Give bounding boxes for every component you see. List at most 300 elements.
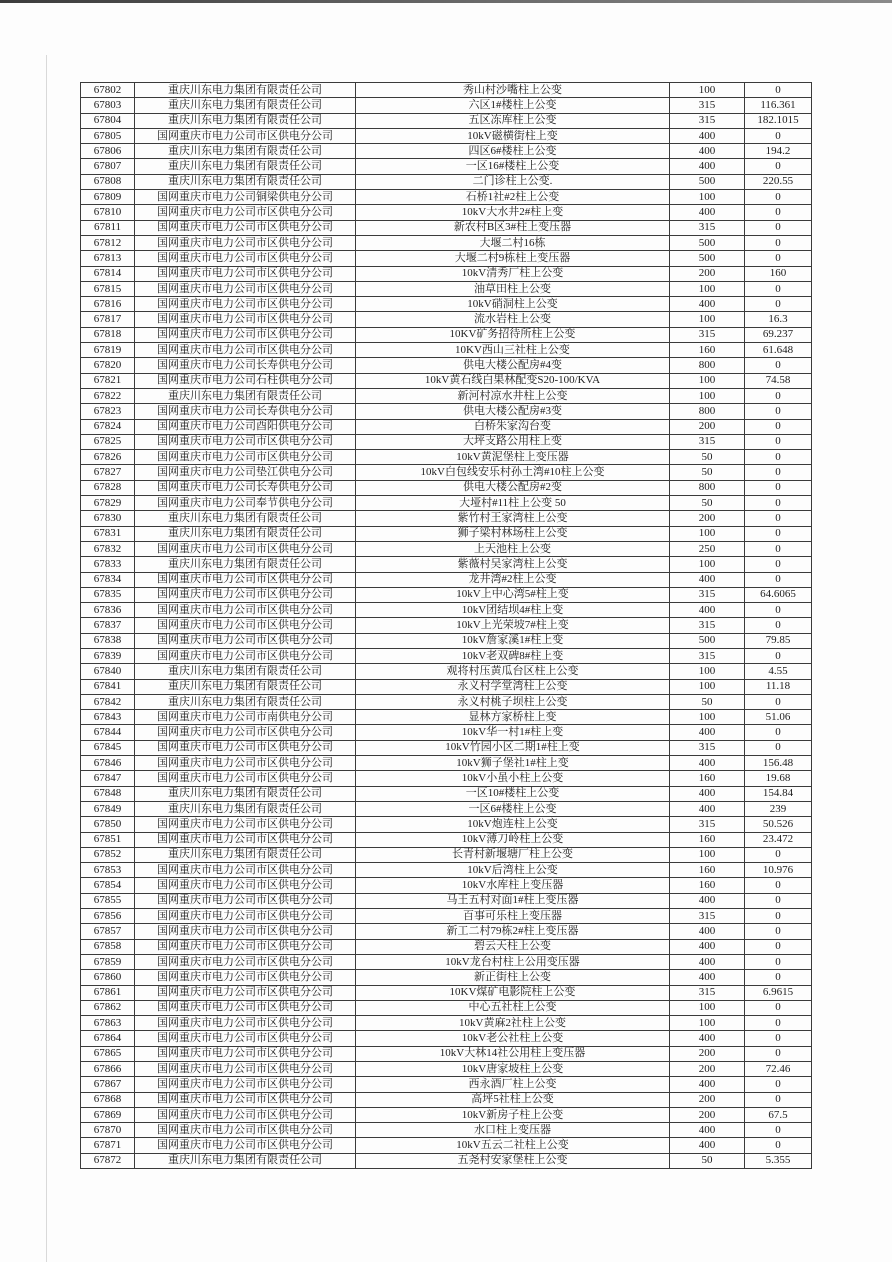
cell-company: 国网重庆市电力公司市区供电分公司 (135, 1016, 356, 1031)
cell-company: 重庆川东电力集团有限责任公司 (135, 786, 356, 801)
scan-edge-top (0, 0, 892, 3)
cell-record-id: 67867 (81, 1077, 135, 1092)
cell-record-id: 67827 (81, 465, 135, 480)
table-row (81, 266, 812, 281)
cell-device-name: 紫薇村吴家湾柱上公变 (356, 557, 670, 572)
cell-company: 国网重庆市电力公司市区供电分公司 (135, 1138, 356, 1153)
cell-record-id: 67841 (81, 679, 135, 694)
cell-device-name: 10kV新房子柱上公变 (356, 1107, 670, 1122)
table-row (81, 98, 812, 113)
cell-energy-value: 0 (745, 83, 812, 98)
cell-record-id: 67858 (81, 939, 135, 954)
cell-company: 国网重庆市电力公司市区供电分公司 (135, 1077, 356, 1092)
table-row (81, 205, 812, 220)
cell-company: 国网重庆市电力公司市区供电分公司 (135, 909, 356, 924)
cell-energy-value: 220.55 (745, 174, 812, 189)
table-row (81, 603, 812, 618)
cell-device-name: 10kV詹家溪1#柱上变 (356, 633, 670, 648)
cell-device-name: 大堰二村9栋柱上变压器 (356, 251, 670, 266)
cell-energy-value: 194.2 (745, 144, 812, 159)
cell-company: 重庆川东电力集团有限责任公司 (135, 526, 356, 541)
cell-energy-value: 79.85 (745, 633, 812, 648)
cell-company: 国网重庆市电力公司市区供电分公司 (135, 1107, 356, 1122)
cell-energy-value: 156.48 (745, 756, 812, 771)
cell-energy-value: 0 (745, 893, 812, 908)
cell-capacity: 500 (670, 235, 745, 250)
cell-device-name: 10kV黄麻2社柱上公变 (356, 1016, 670, 1031)
cell-capacity: 100 (670, 526, 745, 541)
cell-capacity: 50 (670, 1153, 745, 1168)
cell-capacity: 400 (670, 297, 745, 312)
cell-energy-value: 0 (745, 603, 812, 618)
cell-record-id: 67843 (81, 710, 135, 725)
cell-record-id: 67856 (81, 909, 135, 924)
cell-record-id: 67863 (81, 1016, 135, 1031)
cell-record-id: 67866 (81, 1062, 135, 1077)
cell-energy-value: 0 (745, 251, 812, 266)
cell-company: 重庆川东电力集团有限责任公司 (135, 83, 356, 98)
table-row (81, 327, 812, 342)
cell-company: 重庆川东电力集团有限责任公司 (135, 847, 356, 862)
cell-company: 重庆川东电力集团有限责任公司 (135, 388, 356, 403)
cell-device-name: 石桥1社#2柱上公变 (356, 190, 670, 205)
cell-capacity: 400 (670, 159, 745, 174)
cell-record-id: 67865 (81, 1046, 135, 1061)
cell-capacity: 315 (670, 648, 745, 663)
table-row (81, 83, 812, 98)
cell-record-id: 67846 (81, 756, 135, 771)
cell-device-name: 一区10#楼柱上公变 (356, 786, 670, 801)
scan-artifact-line (46, 55, 47, 1262)
cell-energy-value: 0 (745, 496, 812, 511)
cell-energy-value: 0 (745, 970, 812, 985)
table-row (81, 1092, 812, 1107)
table-row (81, 312, 812, 327)
cell-device-name: 流水岩柱上公变 (356, 312, 670, 327)
cell-energy-value: 0 (745, 924, 812, 939)
cell-company: 国网重庆市电力公司市区供电分公司 (135, 587, 356, 602)
table-row (81, 924, 812, 939)
table-row (81, 373, 812, 388)
cell-energy-value: 0 (745, 480, 812, 495)
table-row (81, 970, 812, 985)
cell-record-id: 67836 (81, 603, 135, 618)
cell-company: 国网重庆市电力公司市区供电分公司 (135, 1000, 356, 1015)
cell-company: 国网重庆市电力公司市区供电分公司 (135, 954, 356, 969)
cell-record-id: 67809 (81, 190, 135, 205)
cell-company: 国网重庆市电力公司市区供电分公司 (135, 878, 356, 893)
cell-capacity: 200 (670, 419, 745, 434)
cell-record-id: 67872 (81, 1153, 135, 1168)
table-row (81, 572, 812, 587)
cell-record-id: 67823 (81, 404, 135, 419)
cell-device-name: 10kV竹园小区二期1#柱上变 (356, 740, 670, 755)
table-row (81, 419, 812, 434)
cell-energy-value: 0 (745, 511, 812, 526)
cell-company: 重庆川东电力集团有限责任公司 (135, 664, 356, 679)
cell-record-id: 67847 (81, 771, 135, 786)
cell-energy-value: 0 (745, 618, 812, 633)
cell-company: 重庆川东电力集团有限责任公司 (135, 174, 356, 189)
cell-company: 国网重庆市电力公司市区供电分公司 (135, 740, 356, 755)
cell-capacity: 100 (670, 847, 745, 862)
cell-energy-value: 0 (745, 847, 812, 862)
cell-energy-value: 0 (745, 159, 812, 174)
table-row (81, 220, 812, 235)
cell-company: 国网重庆市电力公司市区供电分公司 (135, 817, 356, 832)
cell-energy-value: 0 (745, 1031, 812, 1046)
cell-capacity: 400 (670, 801, 745, 816)
cell-energy-value: 67.5 (745, 1107, 812, 1122)
cell-capacity: 100 (670, 190, 745, 205)
cell-energy-value: 72.46 (745, 1062, 812, 1077)
table-row (81, 190, 812, 205)
cell-company: 国网重庆市电力公司垫江供电分公司 (135, 465, 356, 480)
cell-energy-value: 0 (745, 388, 812, 403)
cell-device-name: 四区6#楼柱上公变 (356, 144, 670, 159)
cell-capacity: 200 (670, 1092, 745, 1107)
cell-company: 国网重庆市电力公司市区供电分公司 (135, 1092, 356, 1107)
cell-energy-value: 0 (745, 220, 812, 235)
table-row (81, 343, 812, 358)
table-row (81, 557, 812, 572)
cell-record-id: 67842 (81, 694, 135, 709)
cell-capacity: 160 (670, 771, 745, 786)
cell-energy-value: 4.55 (745, 664, 812, 679)
cell-record-id: 67869 (81, 1107, 135, 1122)
cell-device-name: 中心五社柱上公变 (356, 1000, 670, 1015)
cell-record-id: 67813 (81, 251, 135, 266)
cell-energy-value: 0 (745, 740, 812, 755)
table-row (81, 786, 812, 801)
cell-company: 国网重庆市电力公司市区供电分公司 (135, 756, 356, 771)
table-row (81, 618, 812, 633)
cell-device-name: 五区冻库柱上公变 (356, 113, 670, 128)
table-row (81, 939, 812, 954)
table-row (81, 1031, 812, 1046)
cell-energy-value: 116.361 (745, 98, 812, 113)
cell-capacity: 50 (670, 496, 745, 511)
table-row (81, 388, 812, 403)
table-row (81, 1062, 812, 1077)
cell-device-name: 一区16#楼柱上公变 (356, 159, 670, 174)
cell-capacity: 200 (670, 1062, 745, 1077)
cell-company: 国网重庆市电力公司市区供电分公司 (135, 633, 356, 648)
table-row (81, 1016, 812, 1031)
cell-record-id: 67862 (81, 1000, 135, 1015)
cell-company: 国网重庆市电力公司市区供电分公司 (135, 985, 356, 1000)
cell-company: 国网重庆市电力公司市区供电分公司 (135, 1046, 356, 1061)
cell-energy-value: 0 (745, 465, 812, 480)
cell-device-name: 大堰二村16栋 (356, 235, 670, 250)
cell-record-id: 67807 (81, 159, 135, 174)
table-row (81, 480, 812, 495)
cell-device-name: 10kV老公社柱上公变 (356, 1031, 670, 1046)
cell-record-id: 67871 (81, 1138, 135, 1153)
cell-record-id: 67810 (81, 205, 135, 220)
cell-company: 国网重庆市电力公司市区供电分公司 (135, 343, 356, 358)
transformer-records-table (80, 82, 812, 1169)
cell-record-id: 67835 (81, 587, 135, 602)
cell-company: 国网重庆市电力公司市区供电分公司 (135, 327, 356, 342)
cell-record-id: 67814 (81, 266, 135, 281)
table-row (81, 909, 812, 924)
cell-company: 重庆川东电力集团有限责任公司 (135, 694, 356, 709)
cell-device-name: 碧云天柱上公变 (356, 939, 670, 954)
cell-device-name: 紫竹村王家湾柱上公变 (356, 511, 670, 526)
cell-record-id: 67821 (81, 373, 135, 388)
cell-record-id: 67849 (81, 801, 135, 816)
cell-record-id: 67838 (81, 633, 135, 648)
cell-energy-value: 50.526 (745, 817, 812, 832)
cell-record-id: 67850 (81, 817, 135, 832)
cell-energy-value: 19.68 (745, 771, 812, 786)
cell-energy-value: 74.58 (745, 373, 812, 388)
cell-device-name: 10kV小虽小柱上公变 (356, 771, 670, 786)
cell-record-id: 67829 (81, 496, 135, 511)
cell-record-id: 67811 (81, 220, 135, 235)
cell-capacity: 315 (670, 909, 745, 924)
cell-company: 国网重庆市电力公司市区供电分公司 (135, 1123, 356, 1138)
cell-company: 国网重庆市电力公司市区供电分公司 (135, 205, 356, 220)
cell-energy-value: 6.9615 (745, 985, 812, 1000)
cell-company: 国网重庆市电力公司市区供电分公司 (135, 618, 356, 633)
cell-capacity: 800 (670, 480, 745, 495)
cell-energy-value: 182.1015 (745, 113, 812, 128)
cell-device-name: 供电大楼公配房#4变 (356, 358, 670, 373)
cell-company: 国网重庆市电力公司市区供电分公司 (135, 235, 356, 250)
cell-energy-value: 0 (745, 909, 812, 924)
cell-capacity: 100 (670, 281, 745, 296)
cell-record-id: 67826 (81, 450, 135, 465)
cell-company: 重庆川东电力集团有限责任公司 (135, 557, 356, 572)
cell-capacity: 315 (670, 98, 745, 113)
cell-company: 国网重庆市电力公司市南供电分公司 (135, 710, 356, 725)
cell-energy-value: 0 (745, 878, 812, 893)
cell-capacity: 400 (670, 572, 745, 587)
table-row (81, 174, 812, 189)
cell-device-name: 10kV上光荣坡7#柱上变 (356, 618, 670, 633)
cell-energy-value: 0 (745, 954, 812, 969)
cell-device-name: 永义村学堂湾柱上公变 (356, 679, 670, 694)
cell-company: 重庆川东电力集团有限责任公司 (135, 144, 356, 159)
cell-capacity: 200 (670, 511, 745, 526)
cell-device-name: 显林方家桥柱上变 (356, 710, 670, 725)
cell-capacity: 400 (670, 603, 745, 618)
cell-record-id: 67870 (81, 1123, 135, 1138)
cell-device-name: 10kV黄石线白果林配变S20-100/KVA (356, 373, 670, 388)
cell-company: 国网重庆市电力公司市区供电分公司 (135, 771, 356, 786)
cell-record-id: 67818 (81, 327, 135, 342)
cell-company: 国网重庆市电力公司市区供电分公司 (135, 939, 356, 954)
cell-device-name: 大垭村#11柱上公变 50 (356, 496, 670, 511)
table-row (81, 113, 812, 128)
cell-company: 国网重庆市电力公司市区供电分公司 (135, 128, 356, 143)
cell-energy-value: 23.472 (745, 832, 812, 847)
cell-capacity: 400 (670, 1077, 745, 1092)
cell-record-id: 67830 (81, 511, 135, 526)
cell-device-name: 长青村新堰塘厂柱上公变 (356, 847, 670, 862)
cell-energy-value: 0 (745, 1000, 812, 1015)
cell-record-id: 67854 (81, 878, 135, 893)
cell-capacity: 500 (670, 251, 745, 266)
table-row (81, 710, 812, 725)
cell-record-id: 67864 (81, 1031, 135, 1046)
cell-capacity: 50 (670, 450, 745, 465)
cell-company: 国网重庆市电力公司市区供电分公司 (135, 832, 356, 847)
cell-energy-value: 239 (745, 801, 812, 816)
cell-company: 国网重庆市电力公司市区供电分公司 (135, 924, 356, 939)
cell-record-id: 67816 (81, 297, 135, 312)
cell-record-id: 67844 (81, 725, 135, 740)
cell-energy-value: 61.648 (745, 343, 812, 358)
table-row (81, 893, 812, 908)
cell-capacity: 315 (670, 817, 745, 832)
cell-device-name: 10kV清秀厂柱上公变 (356, 266, 670, 281)
cell-capacity: 400 (670, 144, 745, 159)
cell-record-id: 67837 (81, 618, 135, 633)
cell-device-name: 白桥朱家沟台变 (356, 419, 670, 434)
cell-energy-value: 0 (745, 190, 812, 205)
cell-capacity: 400 (670, 1138, 745, 1153)
cell-capacity: 100 (670, 679, 745, 694)
cell-company: 国网重庆市电力公司市区供电分公司 (135, 1031, 356, 1046)
cell-capacity: 100 (670, 373, 745, 388)
cell-capacity: 800 (670, 358, 745, 373)
cell-capacity: 500 (670, 174, 745, 189)
cell-energy-value: 0 (745, 541, 812, 556)
cell-capacity: 100 (670, 1016, 745, 1031)
cell-device-name: 狮子梁村林场柱上公变 (356, 526, 670, 541)
cell-capacity: 315 (670, 327, 745, 342)
table-row (81, 847, 812, 862)
cell-capacity: 200 (670, 1107, 745, 1122)
cell-device-name: 供电大楼公配房#3变 (356, 404, 670, 419)
cell-capacity: 400 (670, 205, 745, 220)
table-row (81, 1123, 812, 1138)
cell-record-id: 67855 (81, 893, 135, 908)
cell-company: 国网重庆市电力公司市区供电分公司 (135, 251, 356, 266)
cell-record-id: 67831 (81, 526, 135, 541)
cell-energy-value: 0 (745, 1046, 812, 1061)
cell-capacity: 400 (670, 786, 745, 801)
cell-energy-value: 0 (745, 557, 812, 572)
cell-capacity: 500 (670, 633, 745, 648)
cell-capacity: 160 (670, 343, 745, 358)
cell-record-id: 67824 (81, 419, 135, 434)
cell-energy-value: 0 (745, 450, 812, 465)
cell-record-id: 67815 (81, 281, 135, 296)
cell-device-name: 10kV大林14社公用柱上变压器 (356, 1046, 670, 1061)
cell-energy-value: 0 (745, 1092, 812, 1107)
cell-company: 国网重庆市电力公司市区供电分公司 (135, 725, 356, 740)
cell-company: 重庆川东电力集团有限责任公司 (135, 679, 356, 694)
cell-capacity: 315 (670, 113, 745, 128)
cell-company: 国网重庆市电力公司市区供电分公司 (135, 1062, 356, 1077)
cell-company: 国网重庆市电力公司石柱供电分公司 (135, 373, 356, 388)
cell-device-name: 10kV上中心湾5#柱上变 (356, 587, 670, 602)
cell-device-name: 高坪5社柱上公变 (356, 1092, 670, 1107)
cell-company: 国网重庆市电力公司市区供电分公司 (135, 266, 356, 281)
cell-record-id: 67861 (81, 985, 135, 1000)
table-row (81, 817, 812, 832)
cell-company: 国网重庆市电力公司市区供电分公司 (135, 572, 356, 587)
cell-device-name: 一区6#楼柱上公变 (356, 801, 670, 816)
cell-company: 国网重庆市电力公司市区供电分公司 (135, 312, 356, 327)
table-row (81, 159, 812, 174)
cell-device-name: 10kV狮子堡社1#柱上变 (356, 756, 670, 771)
table-row (81, 1107, 812, 1122)
cell-record-id: 67806 (81, 144, 135, 159)
cell-device-name: 观将村压黄瓜台区柱上公变 (356, 664, 670, 679)
cell-device-name: 10kV水库柱上变压器 (356, 878, 670, 893)
cell-company: 国网重庆市电力公司长寿供电分公司 (135, 404, 356, 419)
table-row (81, 404, 812, 419)
cell-capacity: 400 (670, 1031, 745, 1046)
cell-energy-value: 0 (745, 939, 812, 954)
cell-device-name: 上天池柱上公变 (356, 541, 670, 556)
cell-capacity: 800 (670, 404, 745, 419)
cell-record-id: 67833 (81, 557, 135, 572)
cell-capacity: 100 (670, 664, 745, 679)
table-row (81, 1077, 812, 1092)
cell-record-id: 67857 (81, 924, 135, 939)
cell-device-name: 10kV华一村1#柱上变 (356, 725, 670, 740)
cell-company: 国网重庆市电力公司市区供电分公司 (135, 648, 356, 663)
cell-device-name: 秀山村沙嘴柱上公变 (356, 83, 670, 98)
cell-capacity: 400 (670, 939, 745, 954)
table-row (81, 541, 812, 556)
cell-energy-value: 0 (745, 235, 812, 250)
cell-company: 重庆川东电力集团有限责任公司 (135, 159, 356, 174)
cell-capacity: 400 (670, 756, 745, 771)
cell-device-name: 西永酒厂柱上公变 (356, 1077, 670, 1092)
cell-capacity: 100 (670, 710, 745, 725)
cell-device-name: 五尧村安家堡柱上公变 (356, 1153, 670, 1168)
cell-record-id: 67834 (81, 572, 135, 587)
cell-company: 国网重庆市电力公司市区供电分公司 (135, 220, 356, 235)
cell-record-id: 67851 (81, 832, 135, 847)
cell-energy-value: 0 (745, 419, 812, 434)
cell-device-name: 新正街柱上公变 (356, 970, 670, 985)
cell-capacity: 315 (670, 220, 745, 235)
cell-record-id: 67808 (81, 174, 135, 189)
cell-record-id: 67817 (81, 312, 135, 327)
table-row (81, 633, 812, 648)
cell-company: 国网重庆市电力公司长寿供电分公司 (135, 358, 356, 373)
cell-energy-value: 69.237 (745, 327, 812, 342)
cell-capacity: 200 (670, 266, 745, 281)
cell-record-id: 67859 (81, 954, 135, 969)
cell-capacity: 315 (670, 434, 745, 449)
cell-capacity: 400 (670, 1123, 745, 1138)
cell-record-id: 67819 (81, 343, 135, 358)
cell-company: 国网重庆市电力公司市区供电分公司 (135, 281, 356, 296)
table-row (81, 450, 812, 465)
cell-capacity: 315 (670, 587, 745, 602)
cell-company: 重庆川东电力集团有限责任公司 (135, 511, 356, 526)
cell-company: 国网重庆市电力公司市区供电分公司 (135, 450, 356, 465)
cell-capacity: 400 (670, 128, 745, 143)
cell-energy-value: 0 (745, 1123, 812, 1138)
table-row (81, 235, 812, 250)
cell-device-name: 油草田柱上公变 (356, 281, 670, 296)
table-row (81, 128, 812, 143)
cell-energy-value: 0 (745, 694, 812, 709)
table-row (81, 771, 812, 786)
cell-record-id: 67852 (81, 847, 135, 862)
table-row (81, 496, 812, 511)
